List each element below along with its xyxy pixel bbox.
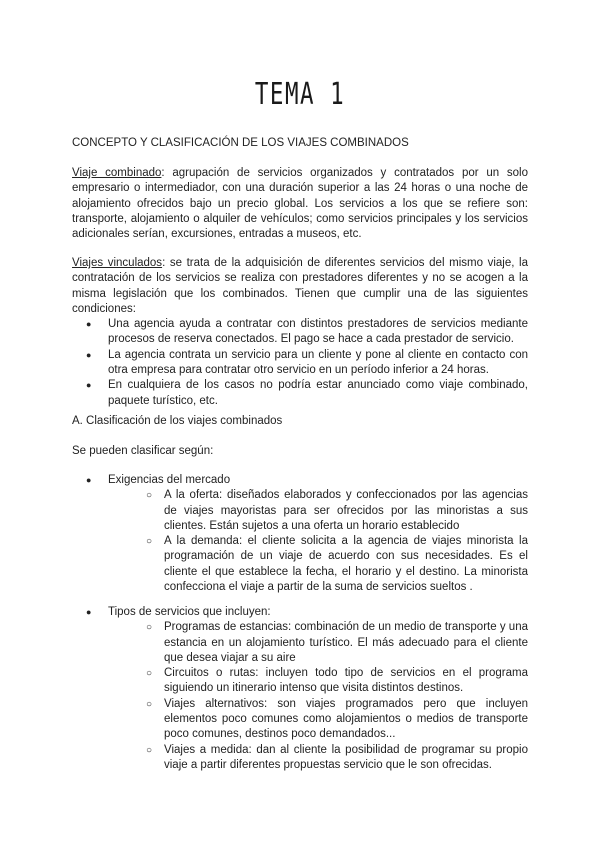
list-item: ○ A la demanda: el cliente solicita a la agencia de viajes minorista la programación de un viaje de acuerdo con sus necesidades. Es el cliente el que establece la fecha, el horario y el destino. La minorista confecciona el viaje a partir de la suma de servicios sueltos . <box>108 534 528 595</box>
list-item <box>72 605 528 773</box>
list-item: ○ Circuitos o rutas: incluyen todo tipo de servicios en el programa siguiendo un itinerario intenso que visita distintos destinos. <box>108 666 528 697</box>
list-item: ○ A la oferta: diseñados elaborados y confeccionados por las agencias de viajes mayoristas para ser ofrecidos por las minoristas a sus clientes. Están sujetos a una oferta un horario establecido <box>108 488 528 534</box>
list-item: ○ Viajes alternativos: son viajes programados pero que incluyen elementos poco comunes como alojamientos o medios de transporte poco comunes, destinos poco demandados... <box>108 697 528 743</box>
group-services <box>72 605 528 773</box>
list-item: ● Una agencia ayuda a contratar con distintos prestadores de servicios mediante procesos de reserva conectados. El pago se hace a cada prestador de servicio. <box>72 317 528 348</box>
group-market <box>72 473 528 595</box>
list-item: ● La agencia contrata un servicio para un cliente y pone al cliente en contacto con otra empresa para contratar otro servicio en un período inferior a 24 horas. <box>72 348 528 379</box>
list-item: ○ Programas de estancias: combinación de un medio de transporte y una estancia en un alojamiento turístico. El más adecuado para el cliente que desea viajar a su aire <box>108 620 528 666</box>
list-item: ○ Viajes a medida: dan al cliente la posibilidad de programar su propio viaje a partir diferentes propuestas servicio que le son ofrecidas. <box>108 743 528 774</box>
list-item <box>72 473 528 595</box>
viajes-vinculados-text: : se trata de la adquisición de diferentes servicios del mismo viaje, la contratación de los servicios se realiza con prestadores diferentes y no se acogen a la misma legislación que los combinados. Tienen que cumplir una de las siguientes condiciones: <box>72 257 528 315</box>
group-label: Tipos de servicios que incluyen: <box>108 606 271 618</box>
section-a-heading: A. Clasificación de los viajes combinados <box>72 415 283 427</box>
viaje-combinado-term: Viaje combinado <box>72 167 162 179</box>
viajes-vinculados-section <box>72 256 528 409</box>
section-a-intro: Se pueden clasificar según: <box>72 445 214 457</box>
conditions-list <box>72 317 528 409</box>
section-subtitle: CONCEPTO Y CLASIFICACIÓN DE LOS VIAJES COMBINADOS <box>72 137 409 149</box>
list-item: ● En cualquiera de los casos no podría estar anunciado como viaje combinado, paquete turístico, etc. <box>72 378 528 409</box>
group-label: Exigencias del mercado <box>108 474 231 486</box>
viajes-vinculados-paragraph <box>72 256 528 317</box>
viaje-combinado-text: : agrupación de servicios organizados y contratados por un solo empresario o intermediador, con una duración superior a las 24 horas o una noche de alojamiento ofrecidos bajo un precio global. Los servicios a los que se refiere son: transporte, alojamiento o alquiler de vehículos; como servicios principales y los servicios adicionales serían, excursiones, entradas a museos, etc. <box>72 167 528 241</box>
viaje-combinado-paragraph <box>72 166 528 242</box>
viajes-vinculados-term: Viajes vinculados <box>72 257 163 269</box>
page-title: TEMA 1 <box>254 77 346 112</box>
